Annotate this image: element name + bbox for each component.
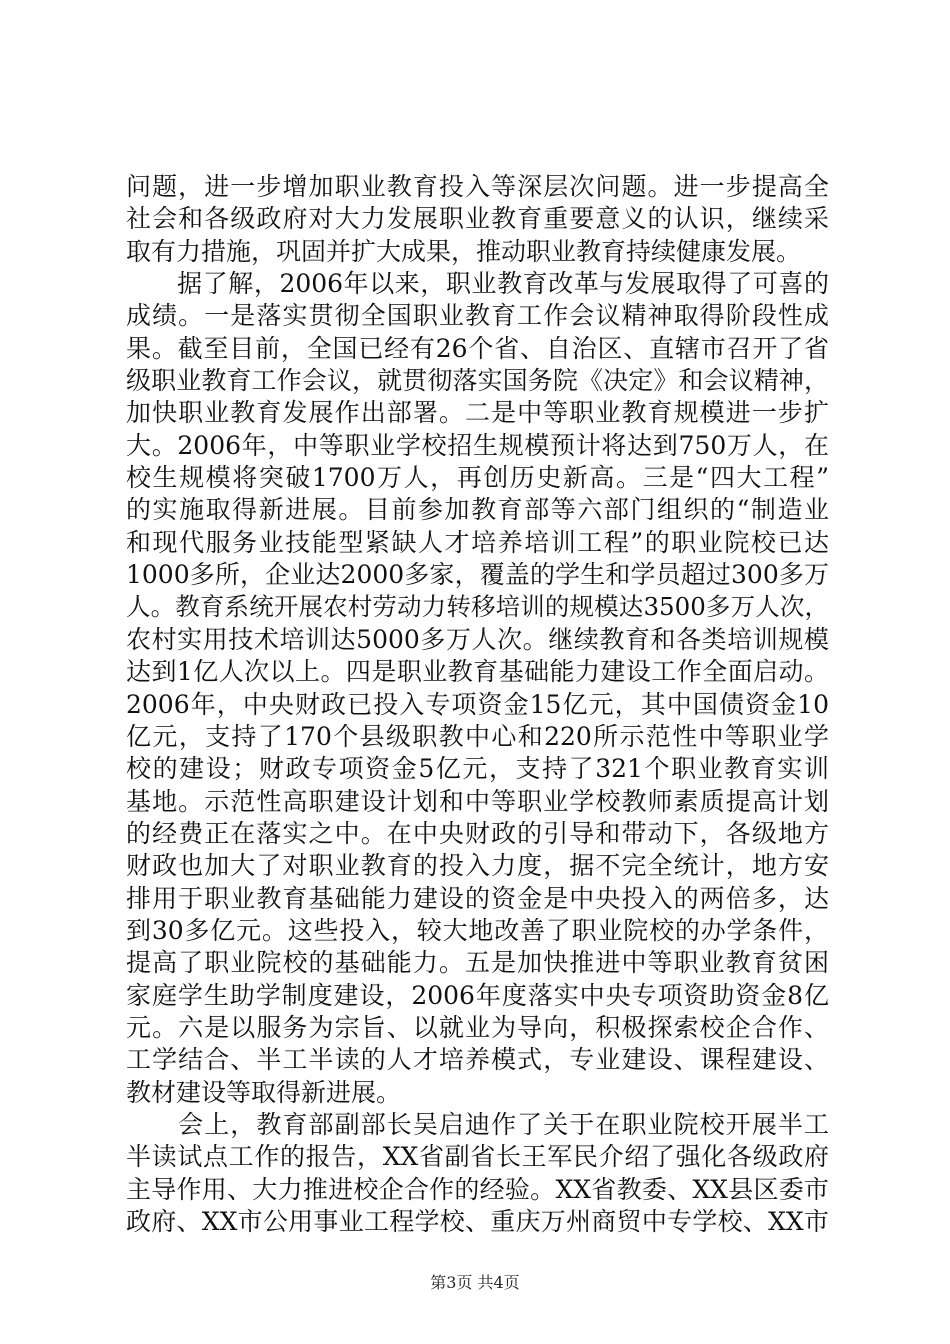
text-line: 基地。示范性高职建设计划和中等职业学校教师素质提高计划 (126, 786, 829, 816)
text-line: 到30多亿元。这些投入，较大地改善了职业院校的办学条件， (126, 915, 829, 945)
text-line: 1000多所，企业达2000多家，覆盖的学生和学员超过300多万 (126, 560, 829, 590)
text-line: 提高了职业院校的基础能力。五是加快推进中等职业教育贫困 (126, 948, 829, 978)
text-line: 的经费正在落实之中。在中央财政的引导和带动下，各级地方 (126, 818, 829, 848)
text-line: 政府、XX市公用事业工程学校、重庆万州商贸中专学校、XX市 (126, 1207, 829, 1236)
text-line: 成绩。一是落实贯彻全国职业教育工作会议精神取得阶段性成 (126, 301, 829, 331)
text-line: 主导作用、大力推进校企合作的经验。XX省教委、XX县区委市 (126, 1174, 829, 1204)
document-body (126, 171, 829, 1238)
text-line: 家庭学生助学制度建设，2006年度落实中央专项资助资金8亿 (126, 980, 829, 1010)
text-line: 达到1亿人次以上。四是职业教育基础能力建设工作全面启动。 (126, 657, 829, 687)
text-line: 果。截至目前，全国已经有26个省、自治区、直辖市召开了省 (126, 333, 829, 363)
text-line: 农村实用技术培训达5000多万人次。继续教育和各类培训规模 (126, 624, 829, 654)
text-line: 级职业教育工作会议，就贯彻落实国务院《决定》和会议精神， (126, 366, 829, 396)
text-line: 取有力措施，巩固并扩大成果，推动职业教育持续健康发展。 (126, 236, 802, 266)
text-line: 的实施取得新进展。目前参加教育部等六部门组织的“制造业 (126, 495, 829, 525)
text-line: 工学结合、半工半读的人才培养模式，专业建设、课程建设、 (126, 1045, 829, 1075)
text-line: 加快职业教育发展作出部署。二是中等职业教育规模进一步扩 (126, 398, 829, 428)
text-line: 据了解，2006年以来，职业教育改革与发展取得了可喜的 (126, 269, 829, 299)
text-line: 亿元，支持了170个县级职教中心和220所示范性中等职业学 (126, 721, 829, 751)
text-line: 教材建设等取得新进展。 (126, 1077, 402, 1107)
page-footer: 第3页 共4页 (430, 1273, 520, 1292)
text-line: 社会和各级政府对大力发展职业教育重要意义的认识，继续采 (126, 204, 829, 234)
text-line: 半读试点工作的报告，XX省副省长王军民介绍了强化各级政府 (126, 1142, 829, 1172)
text-line: 问题，进一步增加职业教育投入等深层次问题。进一步提高全 (126, 172, 829, 201)
text-line: 元。六是以服务为宗旨、以就业为导向，积极探索校企合作、 (126, 1012, 829, 1042)
text-line: 会上，教育部副部长吴启迪作了关于在职业院校开展半工 (126, 1109, 829, 1139)
text-line: 2006年，中央财政已投入专项资金15亿元，其中国债资金10 (126, 689, 829, 719)
text-line: 财政也加大了对职业教育的投入力度，据不完全统计，地方安 (126, 851, 829, 881)
text-line: 校的建设；财政专项资金5亿元，支持了321个职业教育实训 (126, 754, 829, 784)
text-line: 人。教育系统开展农村劳动力转移培训的规模达3500多万人次， (126, 592, 829, 622)
text-line: 排用于职业教育基础能力建设的资金是中央投入的两倍多，达 (126, 883, 829, 913)
text-line: 和现代服务业技能型紧缺人才培养培训工程”的职业院校已达 (126, 527, 829, 557)
text-line: 校生规模将突破1700万人，再创历史新高。三是“四大工程” (126, 463, 829, 493)
text-line: 大。2006年，中等职业学校招生规模预计将达到750万人，在 (126, 430, 829, 460)
